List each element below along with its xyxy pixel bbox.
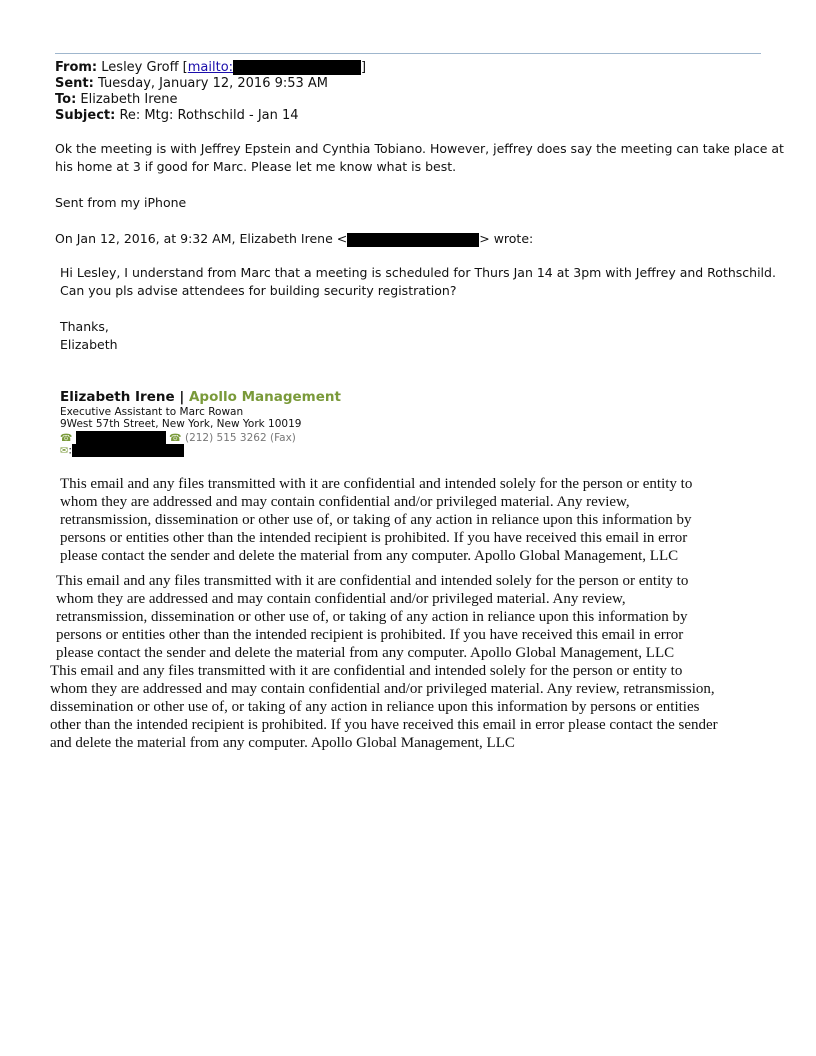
disclaimer-2-line: whom they are addressed and may contain confidential and/or privileged material. Any review,: [56, 591, 626, 607]
disclaimer-3-line: and delete the material from any computer. Apollo Global Management, LLC: [50, 735, 515, 751]
disclaimer-2-line: retransmission, dissemination or other use of, or taking of any action in reliance upon this information by: [56, 609, 688, 625]
redacted-email: [233, 60, 361, 75]
subject-value: Re: Mtg: Rothschild - Jan 14: [119, 108, 299, 123]
redacted-signature-email: [72, 444, 184, 457]
disclaimer-block-2: [56, 572, 688, 662]
disclaimer-1-line: please contact the sender and delete the material from any computer. Apollo Global Management, LLC: [60, 548, 679, 564]
quote-intro-wrote: > wrote:: [479, 231, 534, 246]
to-value: Elizabeth Irene: [80, 92, 178, 107]
disclaimer-1-line: whom they are addressed and may contain confidential and/or privileged material. Any review,: [60, 494, 630, 510]
disclaimer-3-line: other than the intended recipient is prohibited. If you have received this email in error please contact the sender: [50, 717, 718, 733]
from-label: From:: [55, 60, 98, 75]
reply-line-2: his home at 3 if good for Marc. Please let me know what is best.: [55, 159, 457, 174]
disclaimer-2-line: This email and any files transmitted with it are confidential and intended solely for the person or entity to: [56, 573, 689, 589]
disclaimer-1-line: retransmission, dissemination or other use of, or taking of any action in reliance upon this information by: [60, 512, 692, 528]
from-close: ]: [361, 60, 367, 75]
signature-fax: (212) 515 3262 (Fax): [184, 432, 296, 444]
signature-name: Elizabeth Irene: [60, 389, 175, 405]
subject-line: [55, 108, 299, 124]
redacted-phone: [76, 431, 166, 445]
disclaimer-1-line: This email and any files transmitted with it are confidential and intended solely for the person or entity to: [60, 476, 693, 492]
fax-icon: ☎: [169, 433, 182, 444]
email-icon: ✉: [60, 445, 69, 457]
signature-address: 9West 57th Street, New York, New York 10019: [60, 418, 302, 430]
reply-signoff: Sent from my iPhone: [55, 195, 187, 210]
to-label: To:: [55, 92, 77, 107]
disclaimer-3-line: whom they are addressed and may contain confidential and/or privileged material. Any review, retransmission,: [50, 681, 715, 697]
header-divider: [55, 53, 761, 54]
disclaimer-3-line: dissemination or other use of, or taking of any action in reliance upon this information by persons or entities: [50, 699, 700, 715]
phone-icon: ☎: [60, 433, 73, 444]
disclaimer-3-line: This email and any files transmitted with it are confidential and intended solely for the person or entity to: [50, 663, 683, 679]
redacted-quoted-email: [347, 233, 479, 247]
quote-intro-text: On Jan 12, 2016, at 9:32 AM, Elizabeth Irene <: [55, 231, 348, 246]
reply-line-1: Ok the meeting is with Jeffrey Epstein and Cynthia Tobiano. However, jeffrey does say the meeting can take place at: [55, 141, 784, 156]
signature-email-line: [60, 444, 184, 458]
quoted-name: Elizabeth: [60, 337, 118, 352]
signature-separator: |: [174, 389, 189, 405]
sent-label: Sent:: [55, 76, 94, 91]
disclaimer-block-1: [60, 475, 692, 565]
sent-line: [55, 76, 328, 92]
signature-phone-line: [60, 431, 296, 445]
signature-email-colon: :: [68, 444, 72, 457]
signature-company: Apollo Management: [188, 389, 341, 405]
from-name: Lesley Groff [: [101, 60, 188, 75]
signature-title: Executive Assistant to Marc Rowan: [60, 406, 244, 418]
disclaimer-2-line: persons or entities other than the intended recipient is prohibited. If you have received this email in error: [56, 627, 684, 643]
disclaimer-2-line: please contact the sender and delete the material from any computer. Apollo Global Management, LLC: [56, 645, 675, 661]
sent-value: Tuesday, January 12, 2016 9:53 AM: [98, 76, 329, 91]
signature-name-line: [60, 389, 341, 405]
quote-intro: [55, 230, 533, 248]
quoted-thanks: Thanks,: [60, 319, 109, 334]
to-line: [55, 92, 178, 108]
from-mailto-link[interactable]: mailto:: [187, 60, 234, 75]
from-line: [55, 60, 366, 76]
disclaimer-block-3: [50, 662, 718, 752]
quoted-line-2: Can you pls advise attendees for building security registration?: [60, 283, 457, 298]
quoted-line-1: Hi Lesley, I understand from Marc that a meeting is scheduled for Thurs Jan 14 at 3pm with Jeffrey and Rothschild.: [60, 265, 776, 280]
subject-label: Subject:: [55, 108, 116, 123]
disclaimer-1-line: persons or entities other than the intended recipient is prohibited. If you have received this email in error: [60, 530, 688, 546]
